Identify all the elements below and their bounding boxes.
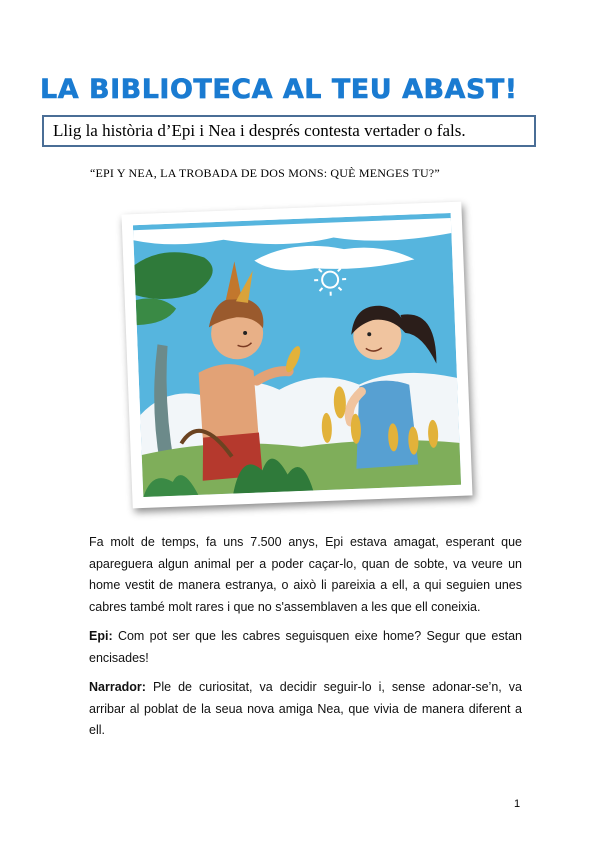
illustration-photo bbox=[121, 202, 472, 509]
narrator-dialogue bbox=[89, 677, 522, 742]
page-number: 1 bbox=[514, 798, 521, 810]
narrator-line: Ple de curiositat, va decidir seguir-lo i, sense adonar-se’n, va arribar al poblat de la seua nova amiga Nea, que vivia de manera diferent a ell. bbox=[89, 680, 522, 737]
instruction-box: Llig la història d’Epi i Nea i després contesta vertader o fals. bbox=[42, 115, 536, 147]
page-title: LA BIBLIOTECA AL TEU ABAST! bbox=[40, 74, 518, 105]
speaker-epi: Epi: bbox=[89, 629, 113, 643]
story-text bbox=[89, 532, 522, 750]
speaker-narrator: Narrador: bbox=[89, 680, 146, 694]
epi-dialogue bbox=[89, 626, 522, 669]
epi-nea-illustration bbox=[133, 213, 461, 497]
epi-line: Com pot ser que les cabres seguisquen eixe home? Segur que estan encisades! bbox=[89, 629, 522, 665]
story-title: “EPI Y NEA, LA TROBADA DE DOS MONS: QUÈ MENGES TU?” bbox=[90, 166, 440, 180]
story-paragraph: Fa molt de temps, fa uns 7.500 anys, Epi estava amagat, esperant que apareguera algun animal per a poder caçar-lo, quan de sobte, va veure un home vestit de manera estranya, o això li pareixia a ell, a qui seguien unes cabres també molt rares i que no s'assemblaven a les que ell coneixia. bbox=[89, 535, 522, 614]
